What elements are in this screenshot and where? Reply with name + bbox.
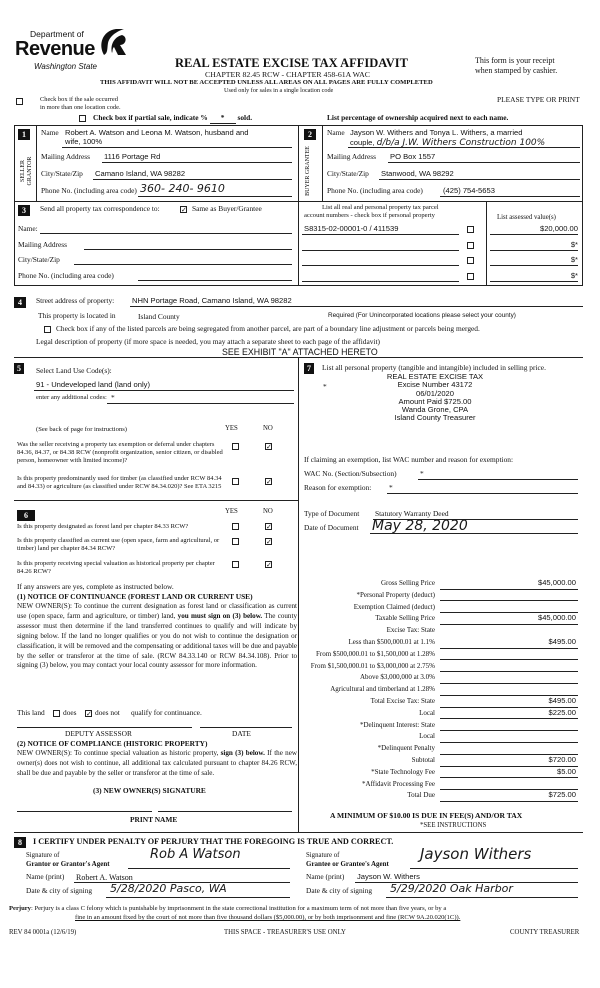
personal-property-checkbox[interactable] bbox=[467, 273, 474, 280]
does-label: does bbox=[63, 708, 77, 717]
grantee-name-field[interactable]: Jayson W. Withers bbox=[357, 872, 420, 881]
county-required-note: Required (For Unincorporated locations please select your county) bbox=[328, 312, 516, 319]
field-line bbox=[302, 265, 459, 266]
minimum-due-note: A MINIMUM OF $10.00 IS DUE IN FEE(S) AND/OR TAX bbox=[330, 811, 523, 820]
land-use-select[interactable]: 91 - Undeveloped land (land only) bbox=[36, 380, 150, 389]
assessed-value-field[interactable]: $* bbox=[570, 255, 578, 265]
logo-revenue: Revenue bbox=[15, 38, 95, 60]
tax-line-label: Gross Selling Price bbox=[380, 579, 435, 587]
buyer-name-label: Name bbox=[327, 128, 345, 137]
assessed-value-field[interactable]: $20,000.00 bbox=[539, 224, 578, 233]
assessed-header: List assessed value(s) bbox=[497, 214, 556, 221]
additional-codes-label: enter any additional codes: bbox=[36, 394, 107, 401]
additional-codes-field[interactable]: * bbox=[111, 393, 115, 402]
notice-continuance-text bbox=[17, 602, 297, 671]
yes-header: YES bbox=[225, 425, 238, 432]
form-number: REV 84 0001a (12/6/19) bbox=[9, 929, 77, 936]
tax-line-label: Taxable Selling Price bbox=[375, 614, 435, 623]
partial-percent-field[interactable]: * bbox=[210, 114, 236, 124]
tax-line-value[interactable]: $5.00 bbox=[556, 766, 576, 776]
corr-city-label: City/State/Zip bbox=[18, 255, 60, 264]
parcel-header: List all real and personal property tax parcel bbox=[322, 204, 439, 211]
list-percentage-note: List percentage of ownership acquired next to each name. bbox=[327, 113, 509, 122]
buyer-mail-value[interactable]: PO Box 1557 bbox=[390, 152, 436, 161]
seller-phone-value[interactable]: 360- 240- 9610 bbox=[140, 182, 225, 195]
assessor-date-label: DATE bbox=[232, 729, 251, 738]
section-4-number: 4 bbox=[14, 297, 26, 308]
seller-name-label: Name bbox=[41, 128, 59, 137]
seller-mail-label: Mailing Address bbox=[41, 152, 91, 161]
field-line bbox=[302, 281, 459, 282]
new-owner-signature-line-2[interactable] bbox=[158, 811, 292, 812]
doc-type-field[interactable]: Statutory Warranty Deed bbox=[375, 509, 449, 518]
divider bbox=[14, 201, 583, 202]
buyer-side-label: BUYER GRANTEE bbox=[305, 146, 311, 196]
field-line bbox=[440, 600, 578, 601]
assessed-value-field[interactable]: $* bbox=[570, 271, 578, 281]
tax-line-value[interactable]: $45,000.00 bbox=[537, 578, 576, 587]
street-value[interactable]: NHN Portage Road, Camano Island, WA 98282 bbox=[132, 296, 292, 305]
field-line bbox=[440, 718, 578, 719]
grantee-name-label: Name (print) bbox=[306, 872, 345, 881]
section-7-number: 7 bbox=[304, 363, 314, 374]
field-line bbox=[130, 306, 583, 307]
exemption-label: If claiming an exemption, list WAC number and reason for exemption: bbox=[304, 455, 514, 464]
seller-side-label: SELLER GRANTOR bbox=[20, 156, 33, 186]
seller-name-value-2[interactable]: wife, 100% bbox=[65, 137, 103, 146]
n1-text-b: The county assessor must then determine if the land transferred continues to qualify and will indicate by signing below. If the land no longer qualifies or you do not wish to continue the designation or classification, it will be removed and the compensating or additional taxes will be due and payable by the seller or transferor at the time of sale. (RCW 84.33.140 or RCW 84.34.108). Prior to signing (3) below, you may contact your local county assessor for more information. bbox=[17, 611, 297, 670]
grantor-sig-label-2: Grantor or Grantor's Agent bbox=[26, 860, 110, 868]
personal-property-checkbox[interactable] bbox=[467, 257, 474, 264]
field-line bbox=[102, 162, 292, 163]
field-line bbox=[379, 179, 580, 180]
q-current-use-no[interactable]: ✓ bbox=[266, 538, 272, 546]
corr-mail-label: Mailing Address bbox=[18, 240, 68, 249]
seller-phone-label: Phone No. (including area code) bbox=[41, 186, 137, 195]
tax-line-label: Local bbox=[419, 708, 435, 717]
qualify-label: qualify for continuance. bbox=[131, 708, 202, 717]
field-line bbox=[440, 648, 578, 649]
grantor-date-label: Date & city of signing bbox=[26, 886, 93, 895]
this-land-label: This land bbox=[17, 708, 45, 717]
tax-line-label: Agricultural and timberland at 1.28% bbox=[330, 685, 435, 694]
assessor-date-line[interactable] bbox=[200, 727, 292, 728]
tax-line-label: *Delinquent Interest: State bbox=[359, 720, 435, 729]
continuance-row bbox=[17, 709, 45, 718]
n2-text-bold: sign (3) below. bbox=[220, 749, 265, 757]
field-line bbox=[440, 742, 578, 743]
please-type: PLEASE TYPE OR PRINT bbox=[497, 95, 580, 104]
new-owner-signature-title: (3) NEW OWNER(S) SIGNATURE bbox=[93, 786, 206, 795]
qualifies-does-not-checkbox[interactable]: ✓ bbox=[86, 710, 92, 718]
land-use-label: Select Land Use Code(s): bbox=[36, 366, 112, 375]
if-yes-note: If any answers are yes, complete as instructed below. bbox=[17, 582, 174, 591]
buyer-city-label: City/State/Zip bbox=[327, 169, 369, 178]
tax-line-label: Excise Tax: State bbox=[386, 626, 435, 635]
q-timber-yes[interactable] bbox=[232, 478, 239, 485]
field-line bbox=[490, 265, 578, 266]
buyer-name-value-2[interactable]: couple, bbox=[350, 138, 375, 147]
corr-city-field[interactable] bbox=[74, 264, 292, 265]
grantor-signature[interactable]: Rob A Watson bbox=[150, 847, 241, 862]
reason-field[interactable]: * bbox=[389, 483, 393, 492]
question-current-use: Is this property classified as current use (open space, farm and agricultural, or timber) land per chapter 84.34 RCW? bbox=[17, 537, 220, 553]
grantee-signature[interactable]: Jayson Withers bbox=[420, 845, 532, 863]
qualifies-does-checkbox[interactable] bbox=[53, 710, 60, 717]
field-line bbox=[302, 234, 459, 235]
tax-line-label: Exemption Claimed (deduct) bbox=[353, 602, 435, 611]
notice-continuance-title: (1) NOTICE OF CONTINUANCE (FOREST LAND OR CURRENT USE) bbox=[17, 592, 253, 601]
tax-line-label: Subtotal bbox=[411, 756, 435, 764]
logo-mark-icon bbox=[98, 27, 128, 59]
treasurer-space-label: THIS SPACE - TREASURER'S USE ONLY bbox=[224, 929, 346, 936]
q-current-use-yes[interactable] bbox=[232, 538, 239, 545]
notice-compliance-text bbox=[17, 749, 297, 779]
q-timber-no[interactable]: ✓ bbox=[266, 478, 272, 486]
buyer-name-value[interactable]: Jayson W. Withers and Tonya L. Withers, a married bbox=[350, 128, 523, 137]
tax-line-label: Total Excise Tax: State bbox=[370, 697, 435, 705]
q-exemption-yes[interactable] bbox=[232, 443, 239, 450]
perjury-label: Perjury bbox=[9, 905, 31, 912]
field-line bbox=[490, 234, 578, 235]
q-historic-no[interactable]: ✓ bbox=[266, 561, 272, 569]
field-line bbox=[370, 533, 578, 534]
buyer-name-handwritten[interactable]: d/b/a J.W. Withers Construction 100% bbox=[376, 138, 546, 148]
legal-description-label: Legal description of property (if more space is needed, you may attach a separate sheet to each page of the affidavit) bbox=[36, 337, 380, 346]
personal-property-field[interactable]: * bbox=[323, 382, 327, 391]
corr-name-label: Name: bbox=[18, 224, 38, 233]
assessed-value-field[interactable]: $* bbox=[570, 239, 578, 249]
partial-label: Check box if partial sale, indicate % bbox=[93, 113, 208, 122]
doc-date-field[interactable]: May 28, 2020 bbox=[372, 518, 468, 534]
field-line bbox=[440, 730, 578, 731]
receipt-note-2: when stamped by cashier. bbox=[475, 66, 558, 75]
question-forest-land: Is this property designated as forest land per chapter 84.33 RCW? bbox=[17, 523, 189, 530]
tax-line-label: Above $3,000,000 at 3.0% bbox=[359, 673, 435, 682]
new-owner-signature-line[interactable] bbox=[17, 811, 152, 812]
county-select[interactable]: Island County bbox=[138, 312, 180, 321]
tax-line-value[interactable]: $225.00 bbox=[548, 707, 576, 717]
located-label: This property is located in bbox=[38, 311, 116, 320]
field-line bbox=[34, 390, 294, 391]
no-header: NO bbox=[263, 425, 273, 432]
stamp-line: 06/01/2020 bbox=[415, 388, 454, 398]
stamp-line: Amount Paid $725.00 bbox=[398, 396, 472, 406]
field-line bbox=[410, 868, 578, 869]
question-tax-exemption: Was the seller receiving a property tax exemption or deferral under chapters 84.36, 84.37, or 84.38 RCW (nonprofit organization, senior citizen, or disabled person, homeowner with limited income)? bbox=[17, 441, 223, 465]
multi-location-label-2: in more than one location code. bbox=[40, 104, 121, 111]
field-line bbox=[490, 281, 578, 282]
buyer-mail-label: Mailing Address bbox=[327, 152, 377, 161]
corr-phone-label: Phone No. (including area code) bbox=[18, 271, 114, 280]
field-line bbox=[348, 147, 580, 148]
grantee-sig-label-1: Signature of bbox=[306, 852, 340, 859]
grantor-name-field[interactable]: Robert A. Watson bbox=[76, 873, 133, 882]
form-warning: THIS AFFIDAVIT WILL NOT BE ACCEPTED UNLESS ALL AREAS ON ALL PAGES ARE FULLY COMPLETED bbox=[100, 79, 433, 86]
stamp-line: Wanda Grone, CPA bbox=[401, 405, 469, 415]
tax-line-label: Total Due bbox=[407, 791, 435, 800]
does-not-label: does not bbox=[95, 708, 120, 717]
tax-line-label: *State Technology Fee bbox=[371, 767, 435, 776]
corr-name-field[interactable] bbox=[40, 233, 292, 234]
n2-text-a: NEW OWNER(S): To continue special valuation as historic property, bbox=[17, 749, 219, 757]
field-line bbox=[440, 683, 578, 684]
section-5-number: 5 bbox=[14, 363, 24, 374]
field-line bbox=[138, 196, 292, 197]
tax-line-label: Less than $500,000.01 at 1.1% bbox=[348, 638, 435, 646]
grantor-sig-label-1: Signature of bbox=[26, 852, 60, 859]
corr-mail-field[interactable] bbox=[84, 249, 292, 250]
parcel-header-2: account numbers - check box if personal property bbox=[304, 212, 435, 219]
divider bbox=[298, 357, 299, 832]
see-back-note: (See back of page for instructions) bbox=[36, 426, 127, 433]
section-8-number: 8 bbox=[14, 837, 26, 848]
tax-line-label: *Delinquent Penalty bbox=[377, 744, 435, 753]
field-line bbox=[93, 179, 292, 180]
field-line bbox=[388, 162, 580, 163]
grantee-sig-label-2: Grantee or Grantee's Agent bbox=[306, 860, 389, 868]
form-chapter: CHAPTER 82.45 RCW - CHAPTER 458-61A WAC bbox=[205, 70, 370, 79]
grantee-date-label: Date & city of signing bbox=[306, 886, 373, 895]
q-forest-no[interactable]: ✓ bbox=[266, 523, 272, 531]
tax-line-value[interactable]: $725.00 bbox=[548, 790, 576, 800]
field-line bbox=[490, 250, 578, 251]
field-line bbox=[62, 147, 292, 148]
certify-statement: I CERTIFY UNDER PENALTY OF PERJURY THAT THE FOREGOING IS TRUE AND CORRECT. bbox=[33, 837, 394, 846]
tax-line-value[interactable]: $495.00 bbox=[548, 637, 576, 646]
wac-field[interactable]: * bbox=[420, 469, 424, 478]
tax-line-value[interactable]: $45,000.00 bbox=[537, 613, 576, 623]
see-instructions-note: *SEE INSTRUCTIONS bbox=[420, 822, 487, 829]
street-label: Street address of property: bbox=[36, 296, 115, 305]
grantor-name-label: Name (print) bbox=[26, 872, 65, 881]
section-6-number: 6 bbox=[17, 510, 35, 521]
notice-compliance-title: (2) NOTICE OF COMPLIANCE (HISTORIC PROPERTY) bbox=[17, 739, 208, 748]
receipt-note: This form is your receipt bbox=[475, 56, 555, 65]
reason-label: Reason for exemption: bbox=[304, 483, 372, 492]
field-line bbox=[107, 403, 294, 404]
deputy-assessor-signature-line[interactable] bbox=[17, 727, 192, 728]
personal-property-checkbox[interactable] bbox=[467, 242, 474, 249]
grantee-date-field[interactable]: 5/29/2020 Oak Harbor bbox=[390, 882, 513, 895]
grantor-date-field[interactable]: 5/28/2020 Pasco, WA bbox=[110, 882, 227, 895]
segregation-label: Check box if any of the listed parcels are being segregated from another parcel, are part of a boundary line adjustment or parcels being merged. bbox=[56, 324, 480, 333]
tax-line-label: *Personal Property (deduct) bbox=[356, 590, 435, 599]
county-treasurer-label: COUNTY TREASURER bbox=[510, 929, 580, 936]
doc-type-label: Type of Document bbox=[304, 509, 360, 518]
field-line bbox=[302, 250, 459, 251]
n1-text-a: NEW OWNER(S): To continue the current designation as forest land or classification as current use (open space, farm and agriculture, or timber) land, bbox=[17, 602, 297, 620]
field-line bbox=[418, 479, 578, 480]
question-timber: Is this property predominantly used for timber (as classified under RCW 84.34 and 84.33) or agriculture (as classified under RCW 84.34.020)? See ETA 3215 bbox=[17, 475, 222, 491]
logo-state: Washington State bbox=[34, 62, 98, 71]
section-3-number: 3 bbox=[18, 205, 30, 216]
multi-location-label: Check box if the sale occurred bbox=[40, 96, 118, 103]
field-line bbox=[440, 671, 578, 672]
divider bbox=[14, 500, 298, 501]
parcel-id-field[interactable]: S8315-02-00001-0 / 411539 bbox=[304, 224, 399, 233]
multi-location-checkbox[interactable] bbox=[16, 98, 23, 105]
personal-property-checkbox[interactable] bbox=[467, 226, 474, 233]
same-as-buyer-checkbox[interactable]: ✓ bbox=[181, 206, 187, 214]
tax-line-value[interactable]: $495.00 bbox=[548, 696, 576, 705]
section-1-number: 1 bbox=[18, 129, 30, 140]
section-2-number: 2 bbox=[304, 129, 316, 140]
perjury-text: : Perjury is a class C felony which is punishable by imprisonment in the state correctional institution for a maximum term of not more than five years, or by a bbox=[30, 905, 447, 912]
field-line bbox=[440, 777, 578, 778]
tax-line-label: *Affidavit Processing Fee bbox=[362, 779, 435, 788]
wac-label: WAC No. (Section/Subsection) bbox=[304, 469, 397, 478]
question-historic: Is this property receiving special valuation as historical property per chapter 84.26 RCW? bbox=[17, 560, 215, 576]
seller-city-label: City/State/Zip bbox=[41, 169, 83, 178]
yes-header-6: YES bbox=[225, 508, 238, 515]
n2-text-b: If the new owner(s) does not wish to continue, all additional tax calculated pursuant to chapter 84.26 RCW, shall be due and payable by the seller or transferor at the time of sale. bbox=[17, 749, 297, 777]
personal-property-label: List all personal property (tangible and intangible) included in selling price. bbox=[322, 363, 546, 372]
partial-sold: sold. bbox=[237, 113, 253, 122]
n1-text-bold: you must sign on (3) below. bbox=[177, 611, 263, 620]
partial-sale-label bbox=[93, 114, 252, 124]
stamp-line: REAL ESTATE EXCISE TAX bbox=[386, 372, 484, 381]
stamp-line: Island County Treasurer bbox=[394, 413, 476, 423]
seller-name-value[interactable]: Robert A. Watson and Leona M. Watson, husband and bbox=[65, 128, 249, 137]
partial-sale-checkbox[interactable] bbox=[79, 115, 86, 122]
form-subnote: Used only for sales in a single location code bbox=[224, 87, 334, 94]
tax-line-label: From $500,000.01 to $1,500,000 at 1.28% bbox=[316, 649, 435, 658]
deputy-assessor-label: DEPUTY ASSESSOR bbox=[65, 729, 132, 738]
logo-dept: Department of bbox=[30, 29, 84, 39]
q-historic-yes[interactable] bbox=[232, 561, 239, 568]
divider bbox=[298, 125, 299, 286]
divider bbox=[322, 125, 323, 201]
divider bbox=[486, 201, 487, 286]
field-line bbox=[386, 897, 578, 898]
field-line bbox=[440, 589, 578, 590]
field-line bbox=[440, 624, 578, 625]
buyer-phone-label: Phone No. (including area code) bbox=[327, 186, 423, 195]
field-line bbox=[440, 801, 578, 802]
corr-phone-field[interactable] bbox=[138, 280, 292, 281]
segregation-checkbox[interactable] bbox=[44, 326, 51, 333]
field-line bbox=[128, 868, 290, 869]
tax-line-label: Local bbox=[419, 732, 435, 741]
perjury-text-2: fine in an amount fixed by the court of not more than five thousand dollars ($5,000.00), or by both imprisonment and fine (RCW 9A.20.020(1C)). bbox=[75, 914, 461, 921]
divider bbox=[14, 832, 583, 833]
divider bbox=[36, 125, 37, 201]
field-line bbox=[440, 659, 578, 660]
legal-description-value[interactable]: SEE EXHIBIT "A" ATTACHED HERETO bbox=[222, 347, 378, 357]
same-as-buyer-label: Same as Buyer/Grantee bbox=[192, 204, 262, 213]
field-line bbox=[106, 897, 290, 898]
q-forest-yes[interactable] bbox=[232, 523, 239, 530]
send-correspondence-label: Send all property tax correspondence to: bbox=[40, 204, 160, 213]
seller-mail-value[interactable]: 1116 Portage Rd bbox=[104, 152, 161, 161]
no-header-6: NO bbox=[263, 508, 273, 515]
field-line bbox=[440, 196, 580, 197]
print-name-label: PRINT NAME bbox=[130, 815, 178, 824]
tax-line-label: From $1,500,000.01 to $3,000,000 at 2.75% bbox=[310, 661, 435, 670]
buyer-phone-value[interactable]: (425) 754-5653 bbox=[443, 186, 495, 195]
seller-city-value[interactable]: Camano Island, WA 98282 bbox=[95, 169, 186, 178]
treasurer-stamp bbox=[355, 373, 515, 423]
q-exemption-no[interactable]: ✓ bbox=[266, 443, 272, 451]
doc-date-label: Date of Document bbox=[304, 523, 359, 532]
buyer-city-value[interactable]: Stanwood, WA 98292 bbox=[381, 169, 454, 178]
form-title: REAL ESTATE EXCISE TAX AFFIDAVIT bbox=[175, 56, 408, 70]
tax-line-value[interactable]: $720.00 bbox=[548, 755, 576, 764]
field-line bbox=[387, 493, 578, 494]
stamp-line: Excise Number 43172 bbox=[397, 380, 473, 390]
